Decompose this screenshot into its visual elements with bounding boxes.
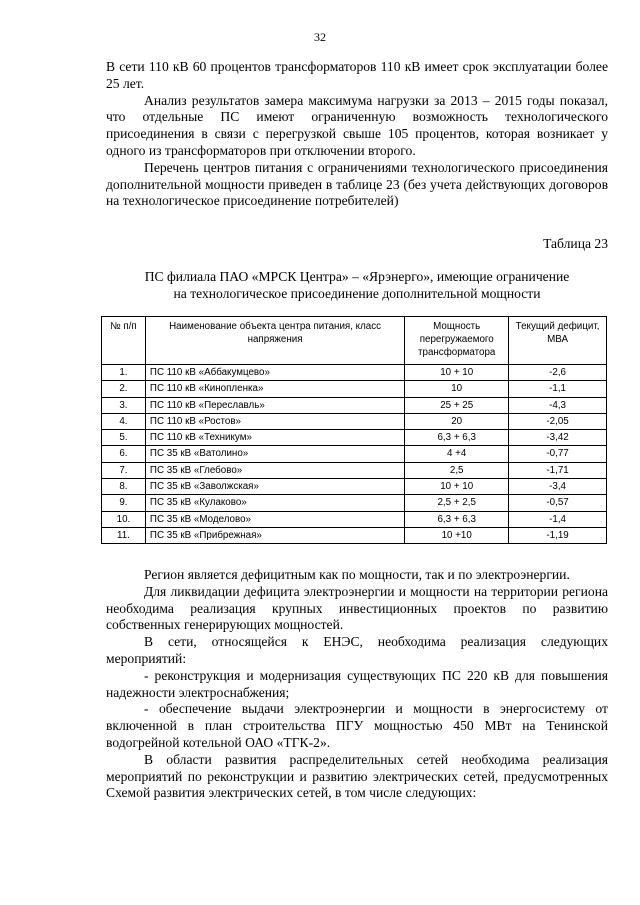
paragraph: Для ликвидации дефицита электроэнергии и мощности на территории региона необходима реализация крупных инвестиционных проектов по развитию собственных генерирующих мощностей. <box>106 583 608 633</box>
paragraph: Регион является дефицитным как по мощности, так и по электроэнергии. <box>144 567 570 582</box>
paragraph: В области развития распределительных сетей необходима реализация мероприятий по реконструкции и развитию электрических сетей, предусмотренных Схемой развития электрических сетей, в том числе следующих: <box>106 751 608 801</box>
paragraph: В сети, относящейся к ЕНЭС, необходима реализация следующих мероприятий: <box>106 634 608 666</box>
table-body <box>102 365 607 544</box>
table-row <box>102 381 607 397</box>
table-row <box>102 527 607 543</box>
cell-capacity: 10 + 10 <box>405 479 509 495</box>
table-row <box>102 462 607 478</box>
cell-deficit: -4,3 <box>509 397 607 413</box>
cell-num: 4. <box>102 413 146 429</box>
cell-capacity: 20 <box>405 413 509 429</box>
cell-name: ПС 35 кВ «Прибрежная» <box>145 527 404 543</box>
cell-deficit: -1,19 <box>509 527 607 543</box>
cell-num: 5. <box>102 430 146 446</box>
cell-capacity: 10 +10 <box>405 527 509 543</box>
table-row <box>102 430 607 446</box>
cell-capacity: 2,5 <box>405 462 509 478</box>
cell-deficit: -2,05 <box>509 413 607 429</box>
cell-num: 10. <box>102 511 146 527</box>
header-num: № п/п <box>102 317 146 365</box>
cell-capacity: 10 <box>405 381 509 397</box>
cell-name: ПС 35 кВ «Моделово» <box>145 511 404 527</box>
body-text <box>106 567 608 802</box>
paragraph: Анализ результатов замера максимума нагрузки за 2013 – 2015 годы показал, что отдельные ПС имеют ограниченную возможность технологического присоединения в связи с перегрузкой свыше 105 процентов, которая возникает у одного из трансформаторов при отключении второго. <box>106 92 608 158</box>
cell-num: 9. <box>102 495 146 511</box>
cell-num: 3. <box>102 397 146 413</box>
cell-num: 8. <box>102 479 146 495</box>
cell-name: ПС 110 кВ «Техникум» <box>145 430 404 446</box>
cell-capacity: 6,3 + 6,3 <box>405 511 509 527</box>
cell-deficit: -1,1 <box>509 381 607 397</box>
cell-name: ПС 35 кВ «Ватолино» <box>145 446 404 462</box>
page-number: 32 <box>314 30 326 44</box>
cell-deficit: -2,6 <box>509 365 607 381</box>
cell-num: 7. <box>102 462 146 478</box>
cell-deficit: -1,4 <box>509 511 607 527</box>
header-deficit: Текущий дефицит, МВА <box>509 317 607 365</box>
cell-name: ПС 110 кВ «Аббакумцево» <box>145 365 404 381</box>
cell-num: 6. <box>102 446 146 462</box>
cell-name: ПС 110 кВ «Кинопленка» <box>145 381 404 397</box>
cell-name: ПС 35 кВ «Заволжская» <box>145 479 404 495</box>
cell-deficit: -3,42 <box>509 430 607 446</box>
intro-text <box>106 59 608 210</box>
table-row <box>102 413 607 429</box>
table-row <box>102 397 607 413</box>
table-title-line: на технологическое присоединение дополнительной мощности <box>173 285 541 301</box>
table-header-row <box>102 317 607 365</box>
table-row <box>102 365 607 381</box>
paragraph: В сети 110 кВ 60 процентов трансформаторов 110 кВ имеет срок эксплуатации более 25 лет. <box>106 59 608 91</box>
cell-capacity: 25 + 25 <box>405 397 509 413</box>
cell-capacity: 4 +4 <box>405 446 509 462</box>
cell-num: 11. <box>102 527 146 543</box>
cell-capacity: 2,5 + 2,5 <box>405 495 509 511</box>
list-item: - обеспечение выдачи электроэнергии и мощности в энергосистему от включенной в план строительства ПГУ мощностью 450 МВт на Тенинской водогрейной котельной ОАО «ТГК-2». <box>106 701 608 750</box>
table-row <box>102 495 607 511</box>
cell-deficit: -0,77 <box>509 446 607 462</box>
header-name: Наименование объекта центра питания, класс напряжения <box>145 317 404 365</box>
header-capacity: Мощность перегружаемого трансформатора <box>405 317 509 365</box>
table-row <box>102 479 607 495</box>
cell-capacity: 6,3 + 6,3 <box>405 430 509 446</box>
cell-name: ПС 35 кВ «Глебово» <box>145 462 404 478</box>
table-title-line: ПС филиала ПАО «МРСК Центра» – «Ярэнерго», имеющие ограничение <box>144 269 570 284</box>
cell-capacity: 10 + 10 <box>405 365 509 381</box>
list-item: - реконструкция и модернизация существующих ПС 220 кВ для повышения надежности электроснабжения; <box>106 667 608 700</box>
paragraph: Перечень центров питания с ограничениями технологического присоединения дополнительной мощности приведен в таблице 23 (без учета действующих договоров на технологическое присоединение потребителей) <box>106 159 608 209</box>
cell-deficit: -3,4 <box>509 479 607 495</box>
substation-table <box>101 316 607 544</box>
cell-name: ПС 35 кВ «Кулаково» <box>145 495 404 511</box>
table-label: Таблица 23 <box>543 236 608 251</box>
cell-num: 2. <box>102 381 146 397</box>
table-row <box>102 511 607 527</box>
cell-deficit: -0,57 <box>509 495 607 511</box>
cell-num: 1. <box>102 365 146 381</box>
table-title <box>106 269 608 302</box>
table-row <box>102 446 607 462</box>
cell-name: ПС 110 кВ «Ростов» <box>145 413 404 429</box>
cell-deficit: -1,71 <box>509 462 607 478</box>
cell-name: ПС 110 кВ «Переславль» <box>145 397 404 413</box>
